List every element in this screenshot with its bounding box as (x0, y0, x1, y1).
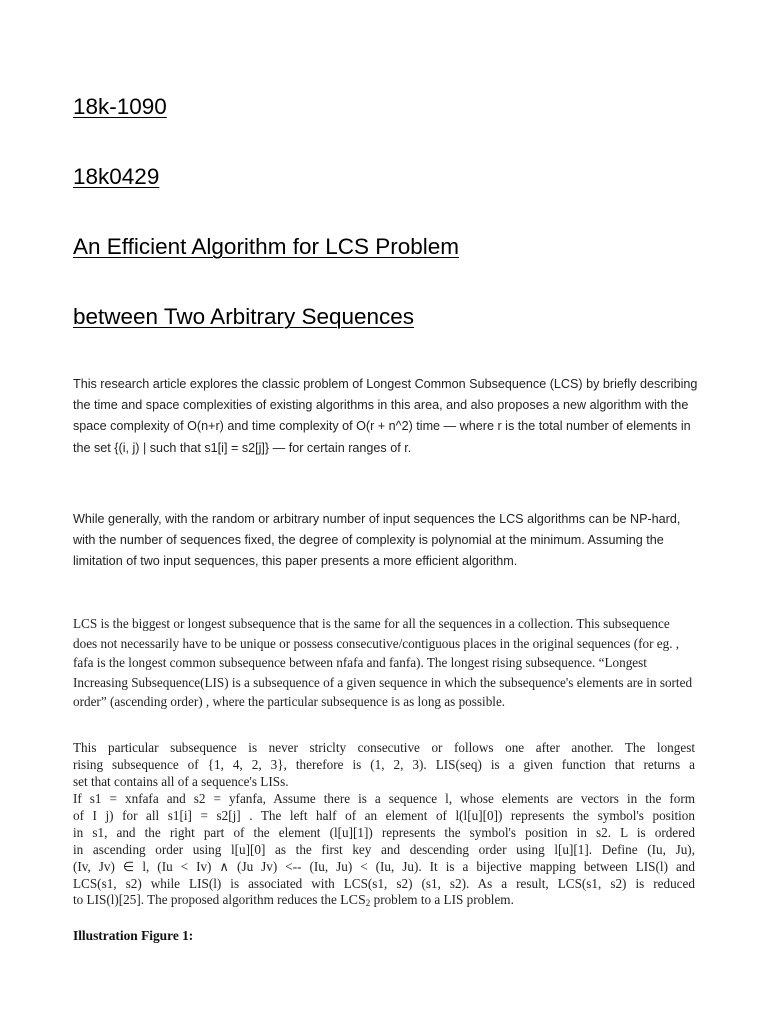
reduction-paragraph (73, 791, 695, 912)
lcs-label: LCS (340, 893, 366, 909)
lis-paragraph (73, 740, 695, 791)
lcs-term (340, 893, 370, 908)
lcs-subscript: 2 (365, 898, 371, 909)
student-id-2: 18k0429 (73, 164, 160, 189)
reduction-line: (Iv, Jv) ∈ l, (Iu < Iv) ∧ (Ju Jv) <-- (Iu, Ju) < (Iu, Ju). It is a bijective mapping between LIS(l) and (73, 858, 695, 874)
lis-line: rising subsequence of {1, 4, 2, 3}, therefore is (1, 2, 3). LIS(seq) is a given function that returns a (73, 756, 695, 772)
title-line-1: An Efficient Algorithm for LCS Problem (73, 234, 460, 259)
reduction-line-last (73, 892, 695, 912)
student-id-1: 18k-1090 (73, 94, 167, 119)
complexity-paragraph: While generally, with the random or arbitrary number of input sequences the LCS algorithms can be NP-hard, with the number of sequences fixed, the degree of complexity is polynomial at the minimum. Assuming the limitation of two input sequences, this paper presents a more efficient algorithm. (73, 512, 681, 569)
figure-caption: Illustration Figure 1: (73, 928, 194, 943)
reduction-line: of I j) for all s1[i] = s2[j] . The left half of an element of l(l[u][0]) represents the symbol's position (73, 807, 695, 823)
abstract-paragraph: This research article explores the classic problem of Longest Common Subsequence (LCS) by briefly describing the time and space complexities of existing algorithms in this area, and also proposes a new algorithm with the space complexity of O(n+r) and time complexity of O(r + n^2) time — where r is the total number of elements in the set {(i, j) | such that s1[i] = s2[j]} — for certain ranges of r. (73, 377, 698, 455)
reduction-text-pre: to LIS(l)[25]. The proposed algorithm reduces the (73, 892, 341, 908)
lis-line: This particular subsequence is never striclty consecutive or follows one after another. The longest (73, 740, 695, 755)
title-line-2: between Two Arbitrary Sequences (73, 304, 415, 329)
reduction-line: If s1 = xnfafa and s2 = yfanfa, Assume there is a sequence l, whose elements are vectors in the form (73, 791, 695, 806)
reduction-text-post: problem to a LIS problem. (370, 892, 514, 908)
lis-line: set that contains all of a sequence's LISs. (73, 773, 289, 789)
lcs-definition-paragraph: LCS is the biggest or longest subsequence that is the same for all the sequences in a collection. This subsequence does not necessarily have to be unique or possess consecutive/contiguous places in the original sequences (for eg. , fafa is the longest common subsequence between nfafa and fanfa). The longest rising subsequence. “Longest Increasing Subsequence(LIS) is a subsequence of a given sequence in which the subsequence's elements are in sorted order” (ascending order) , where the particular subsequence is as long as possible. (73, 616, 693, 710)
reduction-line: in ascending order using l[u][0] as the first key and descending order using l[u][1]. Define (Iu, Ju), (73, 841, 695, 857)
reduction-line: LCS(s1, s2) while LIS(l) is associated with LCS(s1, s2) (s1, s2). As a result, LCS(s1, s2) is reduced (73, 875, 695, 891)
reduction-line: in s1, and the right part of the element (l[u][1]) represents the symbol's position in s2. L is ordered (73, 824, 695, 840)
